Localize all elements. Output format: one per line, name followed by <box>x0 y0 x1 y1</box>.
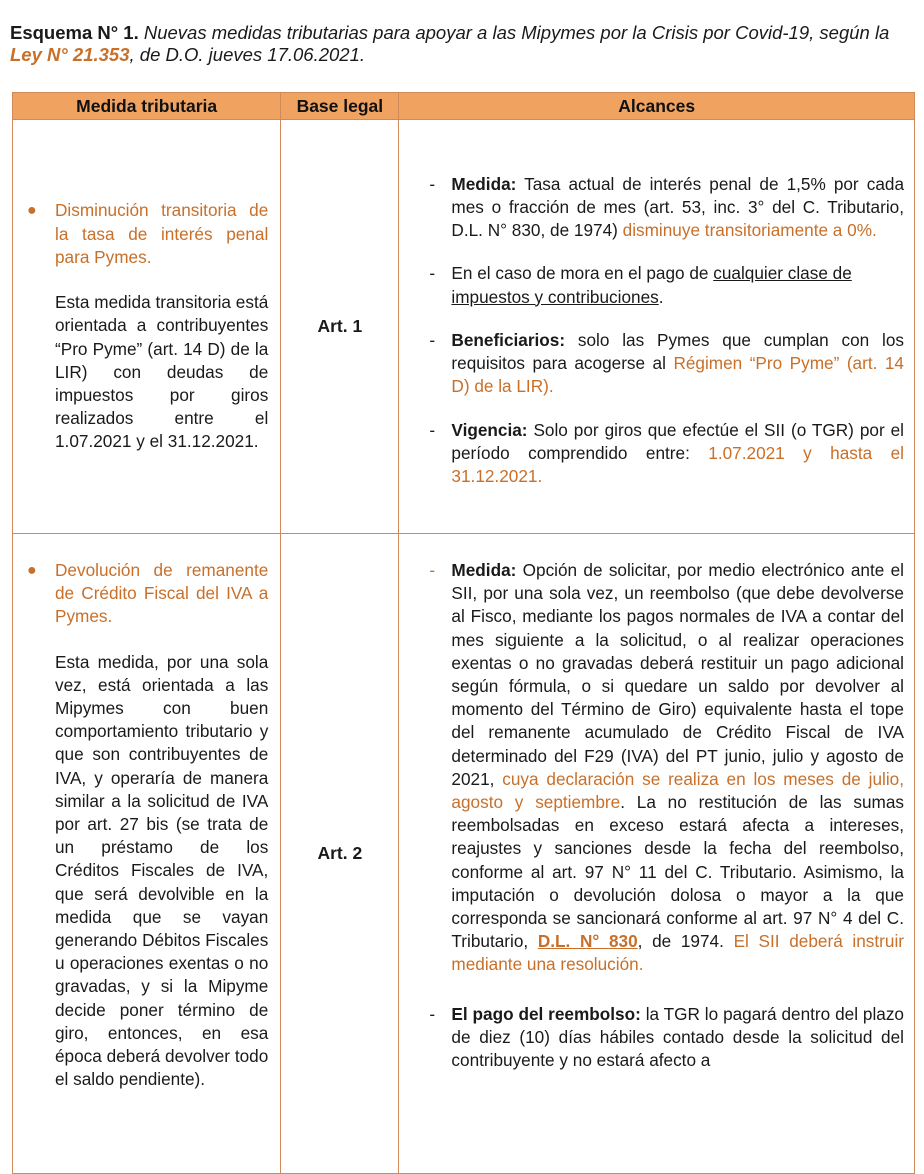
dash-icon: - <box>429 173 436 194</box>
caption-label: Esquema N° 1. <box>10 22 139 43</box>
item-underline: cualquier clase de impuestos y contribuciones <box>451 263 852 307</box>
item-text: En el caso de mora en el pago de <box>451 263 714 284</box>
alcance-item <box>399 329 914 399</box>
item-text: la TGR lo pagará dentro del plazo de diez (10) días hábiles contado desde la solicitud del contribuyente y no estará afecto a <box>451 1003 904 1071</box>
dash-icon: - <box>429 1003 436 1024</box>
dash-icon: - <box>429 263 436 284</box>
item-highlight: cuya declaración se realiza en los meses de julio, agosto y septiembre <box>451 768 904 813</box>
bullet-icon: ● <box>27 202 37 220</box>
base-legal-cell: Art. 1 <box>281 120 399 534</box>
dash-icon: - <box>429 419 436 440</box>
base-legal-cell: Art. 2 <box>281 534 399 1174</box>
item-text: , de 1974. <box>637 931 734 952</box>
header-alcances: Alcances <box>399 93 915 120</box>
alcance-item <box>399 1003 914 1073</box>
item-text: . La no restitución de las sumas reembolsadas en exceso estará afecta a intereses, reajustes y sanciones desde la fecha del reembolso, conforme al art. 97 N° 11 del C. Tributario. Asimismo, la imputación o devolución dolosa o mayor a la que corresponda se sancionará conforme al art. 97 N° 4 del C. Tributario, <box>451 792 904 952</box>
medida-bullet <box>23 199 268 269</box>
item-text: Opción de solicitar, por medio electrónico ante el SII, por una sola vez, un reembolso (que debe devolverse al Fisco, mediante los pagos normales de IVA a contar del mes siguiente a la solicitud, o al realizar operaciones exentas o no gravadas deberá restituir un pago adicional según fórmula, o si quedare un saldo por devolver al momento del Término de Giro) equivalente hasta el tope del remanente acumulado de Crédito Fiscal de IVA determinado del F29 (IVA) del PT junio, julio y agosto de 2021, <box>451 560 904 789</box>
item-text: solo las Pymes que cumplan con los requisitos para acogerse al <box>451 329 904 374</box>
caption-text: Nuevas medidas tributarias para apoyar a las Mipymes por la Crisis por Covid-19, según la <box>138 22 890 43</box>
dash-icon: - <box>429 329 436 350</box>
caption-text-end: , de D.O. jueves 17.06.2021. <box>129 44 366 65</box>
item-highlight: disminuye transitoriamente a 0%. <box>622 220 877 241</box>
item-label: Beneficiarios: <box>451 329 566 350</box>
dash-icon: - <box>429 560 436 580</box>
table-row <box>13 534 915 1174</box>
item-label: Medida: <box>451 560 517 580</box>
item-highlight: Régimen “Pro Pyme” (art. 14 D) de la LIR). <box>451 353 904 397</box>
medida-note: Esta medida transitoria está orientada a contribuyentes “Pro Pyme” (art. 14 D) de la LIR) con deudas de impuestos por giros realizados entre el 1.07.2021 y el 31.12.2021. <box>55 292 269 452</box>
figure-caption <box>10 22 910 66</box>
alcances-cell <box>399 534 915 1174</box>
medida-note: Esta medida, por una sola vez, está orientada a las Mipymes con buen comportamiento tributario y que son contribuyentes de IVA, y operaría de manera similar a la solicitud de IVA por art. 27 bis (se trata de un préstamo de los Créditos Fiscales de IVA, que será devolvible en la medida que se vayan generando Débitos Fiscales u operaciones exentas o no gravadas, y si la Mipyme decide poner término de giro, entonces, en esa época deberá devolver todo el saldo pendiente). <box>55 651 269 1090</box>
medida-cell <box>13 120 281 534</box>
item-label: Medida: <box>451 173 517 194</box>
item-text: Solo por giros que efectúe el SII (o TGR) por el período comprendido entre: <box>451 419 904 463</box>
medida-title: Devolución de remanente de Crédito Fiscal del IVA a Pymes. <box>55 560 269 627</box>
item-text: Tasa actual de interés penal de 1,5% por cada mes o fracción de mes (art. 53, inc. 3° del C. Tributario, D.L. N° 830, de 1974) <box>451 173 904 241</box>
table-header-row <box>13 93 915 120</box>
law-link[interactable]: D.L. N° 830 <box>537 931 638 952</box>
item-label: Vigencia: <box>451 419 528 440</box>
measures-table <box>12 92 915 1174</box>
medida-title: Disminución transitoria de la tasa de interés penal para Pymes. <box>55 200 269 267</box>
alcance-item <box>399 173 914 243</box>
alcance-item <box>399 262 914 308</box>
header-medida: Medida tributaria <box>13 93 281 120</box>
bullet-icon: ● <box>27 562 37 579</box>
alcance-item <box>399 559 914 977</box>
caption-law-link: Ley N° 21.353 <box>10 44 130 65</box>
table-row <box>13 120 915 534</box>
medida-cell <box>13 534 281 1174</box>
header-base: Base legal <box>281 93 399 120</box>
alcance-item <box>399 419 914 489</box>
item-text-end: . <box>658 286 664 307</box>
medida-bullet <box>23 559 268 629</box>
item-highlight: 1.07.2021 y hasta el 31.12.2021. <box>451 442 905 486</box>
item-highlight: El SII deberá instruir mediante una resolución. <box>451 931 904 975</box>
alcances-cell <box>399 120 915 534</box>
item-label: El pago del reembolso: <box>451 1003 641 1024</box>
